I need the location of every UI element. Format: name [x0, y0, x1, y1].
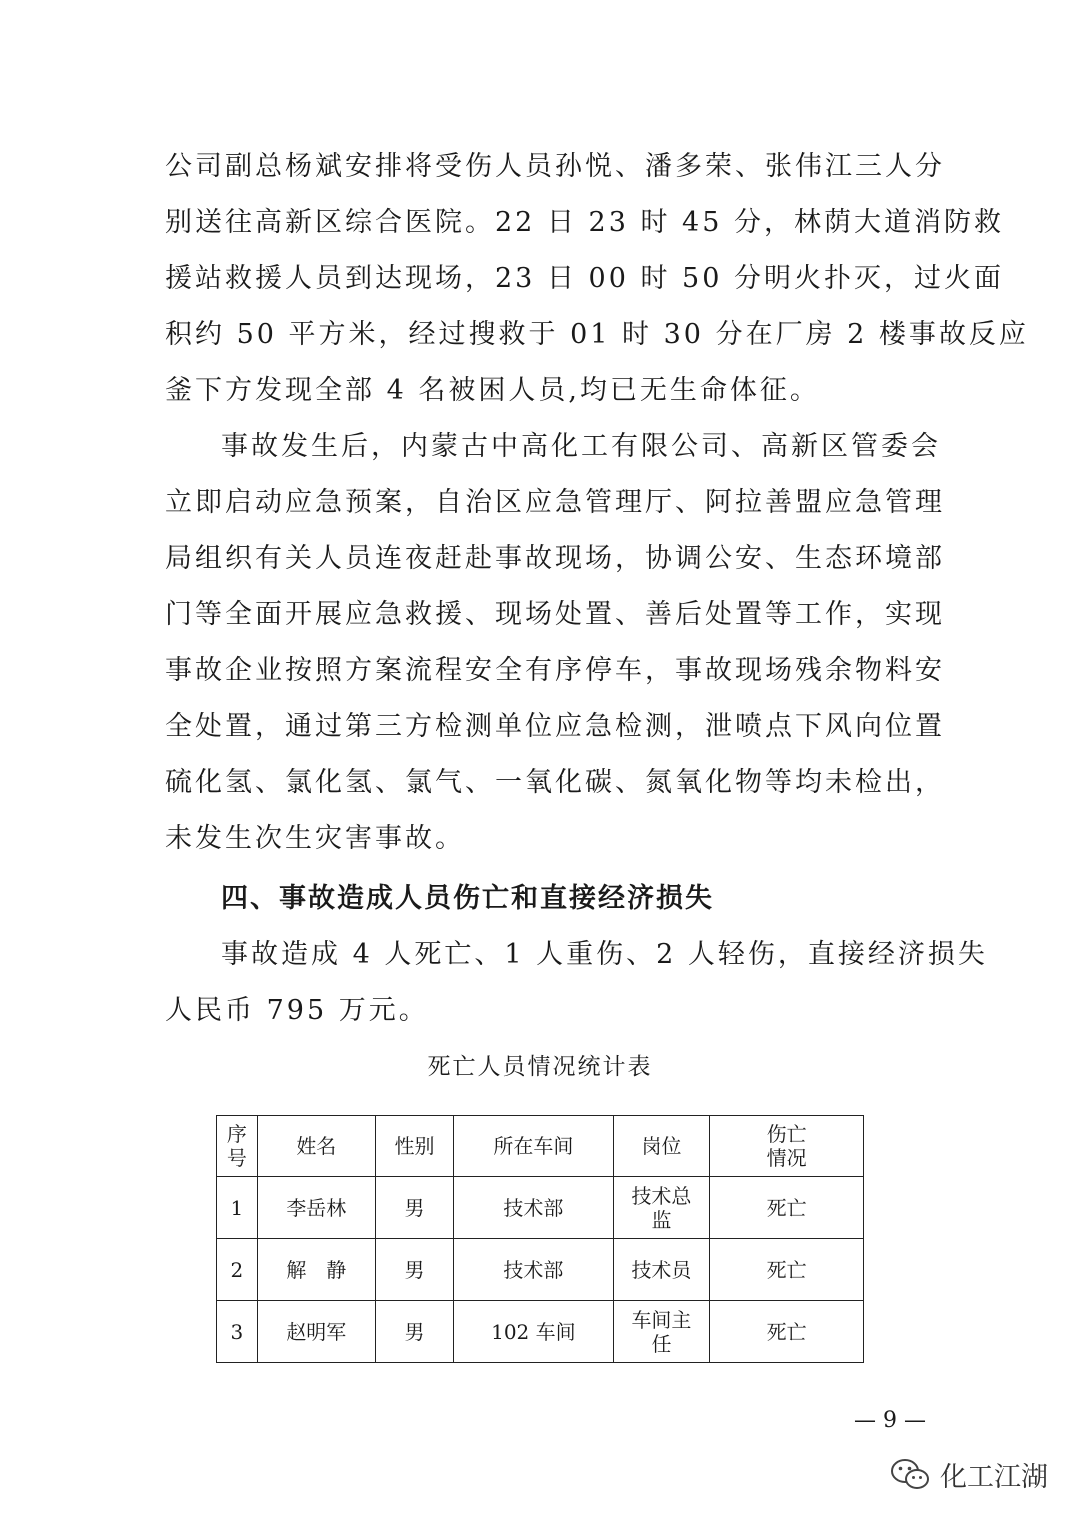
cell-status: 死亡	[710, 1239, 864, 1301]
cell-name: 李岳林	[257, 1177, 375, 1239]
cell-no: 1	[217, 1177, 258, 1239]
cell-sex: 男	[375, 1239, 453, 1301]
cell-position: 车间主任	[613, 1301, 710, 1363]
wechat-icon	[890, 1458, 930, 1492]
watermark	[890, 1455, 1048, 1494]
paragraph-line: 积约 50 平方米，经过搜救于 01 时 30 分在厂房 2 楼事故反应	[165, 319, 1029, 350]
table-row	[217, 1177, 864, 1239]
header-cell-status: 伤亡情况	[710, 1116, 864, 1177]
paragraph-3	[165, 927, 988, 1039]
paragraph-line: 事故企业按照方案流程安全有序停车，事故现场残余物料安	[165, 655, 945, 686]
cell-no: 3	[217, 1301, 258, 1363]
cell-dept: 102 车间	[454, 1301, 614, 1363]
cell-status: 死亡	[710, 1301, 864, 1363]
header-cell-name: 姓名	[257, 1116, 375, 1177]
table-row	[217, 1239, 864, 1301]
paragraph-line: 人民币 795 万元。	[165, 995, 429, 1026]
paragraph-line: 釜下方发现全部 4 名被困人员,均已无生命体征。	[165, 375, 820, 406]
table-header-row	[217, 1116, 864, 1177]
paragraph-line: 未发生次生灾害事故。	[165, 823, 465, 854]
header-cell-position: 岗位	[613, 1116, 710, 1177]
table-row	[217, 1301, 864, 1363]
header-cell-no: 序号	[217, 1116, 258, 1177]
paragraph-2	[165, 419, 945, 867]
paragraph-line: 援站救援人员到达现场，23 日 00 时 50 分明火扑灭，过火面	[165, 263, 1004, 294]
table-title: 死亡人员情况统计表	[427, 1054, 653, 1080]
cell-sex: 男	[375, 1301, 453, 1363]
cell-sex: 男	[375, 1177, 453, 1239]
section-heading: 四、事故造成人员伤亡和直接经济损失	[221, 883, 714, 914]
paragraph-line: 事故发生后，内蒙古中高化工有限公司、高新区管委会	[221, 431, 941, 462]
cell-position: 技术总监	[613, 1177, 710, 1239]
cell-dept: 技术部	[454, 1239, 614, 1301]
cell-name: 赵明军	[257, 1301, 375, 1363]
header-cell-dept: 所在车间	[454, 1116, 614, 1177]
cell-name: 解 静	[257, 1239, 375, 1301]
casualty-table	[216, 1115, 864, 1363]
watermark-text: 化工江湖	[940, 1462, 1048, 1493]
cell-status: 死亡	[710, 1177, 864, 1239]
cell-no: 2	[217, 1239, 258, 1301]
page-number: — 9 —	[854, 1408, 926, 1433]
cell-dept: 技术部	[454, 1177, 614, 1239]
paragraph-line: 局组织有关人员连夜赶赴事故现场，协调公安、生态环境部	[165, 543, 945, 574]
paragraph-line: 别送往高新区综合医院。22 日 23 时 45 分，林荫大道消防救	[165, 207, 1004, 238]
header-cell-sex: 性别	[375, 1116, 453, 1177]
paragraph-line: 全处置，通过第三方检测单位应急检测，泄喷点下风向位置	[165, 711, 945, 742]
paragraph-line: 公司副总杨斌安排将受伤人员孙悦、潘多荣、张伟江三人分	[165, 151, 945, 182]
paragraph-line: 事故造成 4 人死亡、1 人重伤、2 人轻伤，直接经济损失	[221, 939, 988, 970]
paragraph-line: 门等全面开展应急救援、现场处置、善后处置等工作，实现	[165, 599, 945, 630]
paragraph-line: 硫化氢、氯化氢、氯气、一氧化碳、氮氧化物等均未检出，	[165, 767, 945, 798]
cell-position: 技术员	[613, 1239, 710, 1301]
paragraph-line: 立即启动应急预案，自治区应急管理厅、阿拉善盟应急管理	[165, 487, 945, 518]
paragraph-1	[165, 139, 1029, 419]
